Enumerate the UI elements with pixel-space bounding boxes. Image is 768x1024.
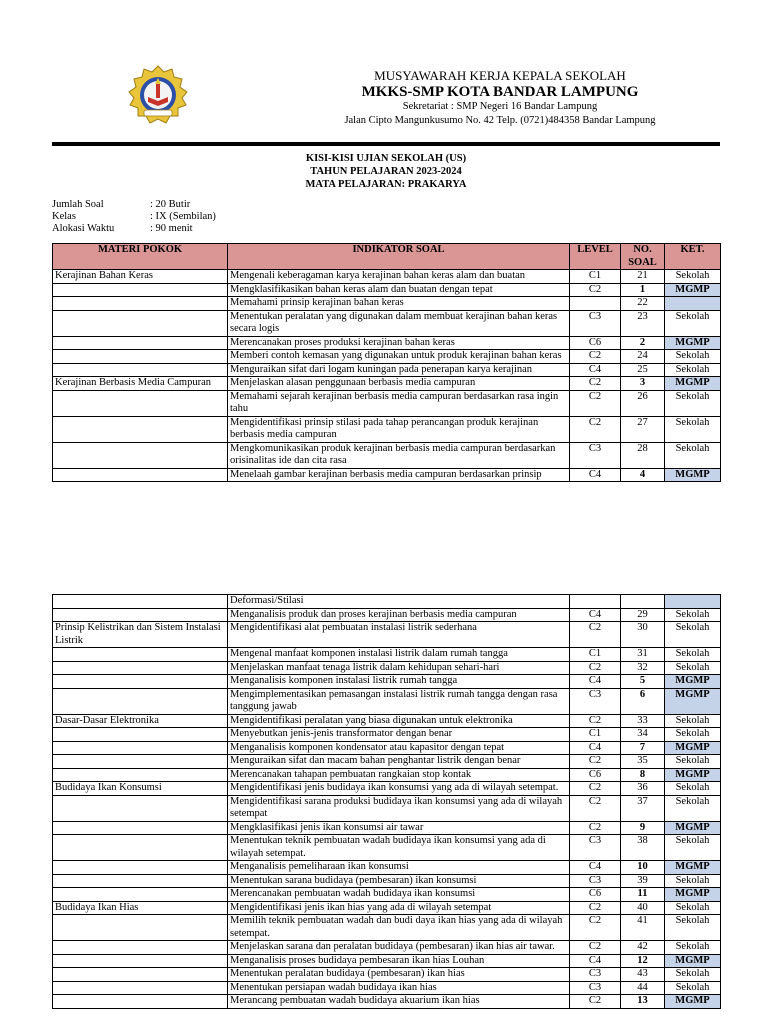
level-cell: C2 [570, 915, 621, 941]
materi-cell: Budidaya Ikan Hias [53, 901, 228, 915]
col-materi: MATERI POKOK [53, 244, 228, 270]
level-cell: C3 [570, 688, 621, 714]
indikator-cell: Mengidentifikasi alat pembuatan instalasi listrik sederhana [228, 622, 570, 648]
level-cell: C2 [570, 795, 621, 821]
no-soal-cell: 33 [621, 714, 665, 728]
table-row [53, 688, 721, 714]
document-title: KISI-KISI UJIAN SEKOLAH (US) TAHUN PELAJARAN 2023-2024 MATA PELAJARAN: PRAKARYA [305, 153, 467, 190]
level-cell: C4 [570, 741, 621, 755]
level-cell: C3 [570, 835, 621, 861]
table-row [53, 297, 721, 311]
materi-cell [53, 941, 228, 955]
indikator-cell: Mengimplementasikan pemasangan instalasi listrik rumah tangga dengan rasa tanggung jawab [228, 688, 570, 714]
indikator-cell: Menjelaskan manfaat tenaga listrik dalam kehidupan sehari-hari [228, 661, 570, 675]
indikator-cell: Memberi contoh kemasan yang digunakan untuk produk kerajinan bahan keras [228, 350, 570, 364]
table-row [53, 622, 721, 648]
ket-cell: Sekolah [665, 782, 721, 796]
no-soal-cell: 2 [621, 336, 665, 350]
ket-cell: Sekolah [665, 363, 721, 377]
materi-cell [53, 981, 228, 995]
indikator-cell: Menganalisis komponen kondensator atau kapasitor dengan tepat [228, 741, 570, 755]
ket-cell: Sekolah [665, 901, 721, 915]
materi-cell [53, 755, 228, 769]
ket-cell: MGMP [665, 954, 721, 968]
table-row [53, 888, 721, 902]
ket-cell: MGMP [665, 688, 721, 714]
indikator-cell: Menentukan persiapan wadah budidaya ikan hias [228, 981, 570, 995]
level-cell: C2 [570, 782, 621, 796]
table-row [53, 795, 721, 821]
letterhead [120, 62, 720, 142]
materi-cell [53, 595, 228, 609]
level-cell: C3 [570, 968, 621, 982]
exam-meta [52, 199, 216, 235]
ket-cell: MGMP [665, 861, 721, 875]
meta-row: Jumlah Soal : 20 Butir [52, 199, 191, 210]
level-cell: C2 [570, 821, 621, 835]
table-row [53, 675, 721, 689]
table-row [53, 954, 721, 968]
table-row [53, 336, 721, 350]
materi-cell [53, 648, 228, 662]
secretariat: Sekretariat : SMP Negeri 16 Bandar Lampung [402, 101, 598, 112]
materi-cell [53, 861, 228, 875]
level-cell: C2 [570, 995, 621, 1009]
level-cell: C1 [570, 728, 621, 742]
no-soal-cell: 1 [621, 283, 665, 297]
ket-cell: Sekolah [665, 981, 721, 995]
materi-cell [53, 468, 228, 482]
indikator-cell: Menjelaskan sarana dan peralatan budidaya (pembesaran) ikan hias air tawar. [228, 941, 570, 955]
no-soal-cell [621, 595, 665, 609]
indikator-cell: Menganalisis pemeliharaan ikan konsumsi [228, 861, 570, 875]
ket-cell: Sekolah [665, 310, 721, 336]
indikator-cell: Menjelaskan alasan penggunaan berbasis media campuran [228, 377, 570, 391]
indikator-cell: Menguraikan sifat dan macam bahan penghantar listrik dengan benar [228, 755, 570, 769]
ket-cell: Sekolah [665, 874, 721, 888]
table-row [53, 390, 721, 416]
ket-cell [665, 297, 721, 311]
indikator-cell: Mengenali keberagaman karya kerajinan bahan keras alam dan buatan [228, 270, 570, 284]
table-row [53, 755, 721, 769]
no-soal-cell: 6 [621, 688, 665, 714]
col-level: LEVEL [570, 244, 621, 270]
no-soal-cell: 37 [621, 795, 665, 821]
ket-cell: MGMP [665, 283, 721, 297]
table-row [53, 782, 721, 796]
level-cell: C6 [570, 888, 621, 902]
indikator-cell: Mengidentifikasi peralatan yang biasa digunakan untuk elektronika [228, 714, 570, 728]
ket-cell: MGMP [665, 336, 721, 350]
level-cell: C2 [570, 901, 621, 915]
level-cell: C2 [570, 661, 621, 675]
materi-cell [53, 995, 228, 1009]
no-soal-cell: 31 [621, 648, 665, 662]
table-row [53, 915, 721, 941]
ket-cell: Sekolah [665, 442, 721, 468]
ket-cell: Sekolah [665, 915, 721, 941]
materi-cell [53, 741, 228, 755]
level-cell: C2 [570, 350, 621, 364]
table-row [53, 968, 721, 982]
indikator-cell: Merencanakan pembuatan wadah budidaya ikan konsumsi [228, 888, 570, 902]
indikator-cell: Mengidentifikasi prinsip stilasi pada tahap perancangan produk kerajinan berbasis media campuran [228, 416, 570, 442]
table-row [53, 468, 721, 482]
level-cell: C3 [570, 442, 621, 468]
indikator-cell: Mengidentifikasi jenis budidaya ikan konsumsi yang ada di wilayah setempat. [228, 782, 570, 796]
materi-cell [53, 688, 228, 714]
indikator-cell: Memilih teknik pembuatan wadah dan budi daya ikan hias yang ada di wilayah setempat. [228, 915, 570, 941]
table-row [53, 416, 721, 442]
table-row [53, 595, 721, 609]
table-row [53, 901, 721, 915]
table-row [53, 283, 721, 297]
level-cell: C3 [570, 310, 621, 336]
materi-cell [53, 768, 228, 782]
ket-cell: Sekolah [665, 416, 721, 442]
table-row [53, 442, 721, 468]
table-row [53, 661, 721, 675]
ket-cell: Sekolah [665, 835, 721, 861]
no-soal-cell: 36 [621, 782, 665, 796]
materi-cell [53, 336, 228, 350]
ket-cell: MGMP [665, 888, 721, 902]
level-cell: C2 [570, 714, 621, 728]
ket-cell: Sekolah [665, 350, 721, 364]
no-soal-cell: 30 [621, 622, 665, 648]
no-soal-cell: 32 [621, 661, 665, 675]
level-cell: C2 [570, 755, 621, 769]
materi-cell [53, 874, 228, 888]
table-row [53, 270, 721, 284]
no-soal-cell: 25 [621, 363, 665, 377]
no-soal-cell: 40 [621, 901, 665, 915]
materi-cell [53, 442, 228, 468]
level-cell: C2 [570, 377, 621, 391]
table-row [53, 861, 721, 875]
no-soal-cell: 43 [621, 968, 665, 982]
materi-cell [53, 350, 228, 364]
ket-cell: MGMP [665, 768, 721, 782]
no-soal-cell: 44 [621, 981, 665, 995]
no-soal-cell: 13 [621, 995, 665, 1009]
table-row [53, 981, 721, 995]
col-indikator: INDIKATOR SOAL [228, 244, 570, 270]
indikator-cell: Menentukan peralatan yang digunakan dalam membuat kerajinan bahan keras secara logis [228, 310, 570, 336]
level-cell: C4 [570, 608, 621, 622]
level-cell [570, 595, 621, 609]
no-soal-cell: 11 [621, 888, 665, 902]
materi-cell: Kerajinan Bahan Keras [53, 270, 228, 284]
level-cell: C4 [570, 861, 621, 875]
ket-cell: MGMP [665, 377, 721, 391]
no-soal-cell: 35 [621, 755, 665, 769]
no-soal-cell: 41 [621, 915, 665, 941]
indikator-cell: Merencanakan proses produksi kerajinan bahan keras [228, 336, 570, 350]
ket-cell: MGMP [665, 995, 721, 1009]
ket-cell: Sekolah [665, 648, 721, 662]
materi-cell [53, 888, 228, 902]
ket-cell: Sekolah [665, 270, 721, 284]
no-soal-cell: 4 [621, 468, 665, 482]
school-emblem-icon [126, 64, 190, 128]
org-name: MUSYAWARAH KERJA KEPALA SEKOLAH [374, 68, 626, 83]
materi-cell [53, 297, 228, 311]
ket-cell: Sekolah [665, 728, 721, 742]
indikator-cell: Menganalisis proses budidaya pembesaran ikan hias Louhan [228, 954, 570, 968]
level-cell: C4 [570, 468, 621, 482]
indikator-cell: Mengklasifikasi jenis ikan konsumsi air tawar [228, 821, 570, 835]
level-cell: C3 [570, 874, 621, 888]
kisi-kisi-table-page2 [52, 594, 721, 1009]
table-row [53, 941, 721, 955]
materi-cell [53, 363, 228, 377]
table-row [53, 310, 721, 336]
ket-cell: Sekolah [665, 622, 721, 648]
materi-cell [53, 728, 228, 742]
no-soal-cell: 39 [621, 874, 665, 888]
table-row [53, 874, 721, 888]
materi-cell [53, 954, 228, 968]
materi-cell [53, 821, 228, 835]
address: Jalan Cipto Mangunkusumo No. 42 Telp. (0721)484358 Bandar Lampung [344, 115, 656, 126]
ket-cell: Sekolah [665, 968, 721, 982]
no-soal-cell: 12 [621, 954, 665, 968]
indikator-cell: Mengidentifikasi jenis ikan hias yang ada di wilayah setempat [228, 901, 570, 915]
no-soal-cell: 3 [621, 377, 665, 391]
materi-cell [53, 608, 228, 622]
table-row [53, 821, 721, 835]
ket-cell: Sekolah [665, 755, 721, 769]
table-row [53, 363, 721, 377]
indikator-cell: Merancang pembuatan wadah budidaya akuarium ikan hias [228, 995, 570, 1009]
no-soal-cell: 9 [621, 821, 665, 835]
materi-cell: Prinsip Kelistrikan dan Sistem Instalasi Listrik [53, 622, 228, 648]
no-soal-cell: 5 [621, 675, 665, 689]
no-soal-cell: 23 [621, 310, 665, 336]
kisi-kisi-table-page1 [52, 243, 721, 482]
table-header-row [53, 244, 721, 270]
no-soal-cell: 22 [621, 297, 665, 311]
indikator-cell: Merencanakan tahapan pembuatan rangkaian stop kontak [228, 768, 570, 782]
indikator-cell: Menentukan sarana budidaya (pembesaran) ikan konsumsi [228, 874, 570, 888]
level-cell: C1 [570, 648, 621, 662]
no-soal-cell: 42 [621, 941, 665, 955]
no-soal-cell: 38 [621, 835, 665, 861]
level-cell: C2 [570, 622, 621, 648]
indikator-cell: Menganalisis produk dan proses kerajinan berbasis media campuran [228, 608, 570, 622]
ket-cell: Sekolah [665, 941, 721, 955]
ket-cell: MGMP [665, 821, 721, 835]
level-cell: C4 [570, 954, 621, 968]
ket-cell: Sekolah [665, 714, 721, 728]
indikator-cell: Mengkomunikasikan produk kerajinan berbasis media campuran berdasarkan orisinalitas ide dan cita rasa [228, 442, 570, 468]
materi-cell [53, 283, 228, 297]
table-row [53, 728, 721, 742]
materi-cell [53, 968, 228, 982]
level-cell: C2 [570, 390, 621, 416]
no-soal-cell: 26 [621, 390, 665, 416]
materi-cell [53, 675, 228, 689]
table-row [53, 350, 721, 364]
ket-cell [665, 595, 721, 609]
table-row [53, 995, 721, 1009]
level-cell: C4 [570, 675, 621, 689]
indikator-cell: Mengenal manfaat komponen instalasi listrik dalam rumah tangga [228, 648, 570, 662]
indikator-cell: Mengidentifikasi sarana produksi budidaya ikan konsumsi yang ada di wilayah setempat [228, 795, 570, 821]
no-soal-cell: 29 [621, 608, 665, 622]
level-cell: C2 [570, 283, 621, 297]
no-soal-cell: 7 [621, 741, 665, 755]
no-soal-cell: 28 [621, 442, 665, 468]
level-cell: C6 [570, 768, 621, 782]
level-cell: C4 [570, 363, 621, 377]
indikator-cell: Memahami sejarah kerajinan berbasis media campuran berdasarkan rasa ingin tahu [228, 390, 570, 416]
level-cell: C2 [570, 941, 621, 955]
materi-cell [53, 661, 228, 675]
indikator-cell: Menguraikan sifat dari logam kuningan pada penerapan karya kerajinan [228, 363, 570, 377]
ket-cell: MGMP [665, 741, 721, 755]
table-row [53, 741, 721, 755]
no-soal-cell: 8 [621, 768, 665, 782]
materi-cell [53, 310, 228, 336]
indikator-cell: Memahami prinsip kerajinan bahan keras [228, 297, 570, 311]
table-row [53, 608, 721, 622]
no-soal-cell: 27 [621, 416, 665, 442]
indikator-cell: Menentukan teknik pembuatan wadah budidaya ikan konsumsi yang ada di wilayah setempat. [228, 835, 570, 861]
level-cell: C3 [570, 981, 621, 995]
materi-cell [53, 390, 228, 416]
level-cell: C1 [570, 270, 621, 284]
indikator-cell: Mengklasifikasikan bahan keras alam dan buatan dengan tepat [228, 283, 570, 297]
table-row [53, 648, 721, 662]
ket-cell: Sekolah [665, 608, 721, 622]
org-title: MKKS-SMP KOTA BANDAR LAMPUNG [361, 84, 639, 100]
no-soal-cell: 34 [621, 728, 665, 742]
materi-cell [53, 915, 228, 941]
ket-cell: Sekolah [665, 390, 721, 416]
level-cell: C2 [570, 416, 621, 442]
indikator-cell: Deformasi/Stilasi [228, 595, 570, 609]
no-soal-cell: 10 [621, 861, 665, 875]
no-soal-cell: 21 [621, 270, 665, 284]
level-cell: C6 [570, 336, 621, 350]
table-row [53, 714, 721, 728]
col-ket: KET. [665, 244, 721, 270]
ket-cell: MGMP [665, 675, 721, 689]
materi-cell: Budidaya Ikan Konsumsi [53, 782, 228, 796]
ket-cell: MGMP [665, 468, 721, 482]
materi-cell [53, 416, 228, 442]
indikator-cell: Menelaah gambar kerajinan berbasis media campuran berdasarkan prinsip [228, 468, 570, 482]
materi-cell: Dasar-Dasar Elektronika [53, 714, 228, 728]
meta-row: Alokasi Waktu : 90 menit [52, 223, 193, 234]
ket-cell: Sekolah [665, 795, 721, 821]
indikator-cell: Menganalisis komponen instalasi listrik rumah tangga [228, 675, 570, 689]
col-no: NO. SOAL [621, 244, 665, 270]
materi-cell: Kerajinan Berbasis Media Campuran [53, 377, 228, 391]
no-soal-cell: 24 [621, 350, 665, 364]
meta-row: Kelas : IX (Sembilan) [52, 211, 216, 222]
header-divider [52, 142, 720, 146]
table-row [53, 377, 721, 391]
materi-cell [53, 795, 228, 821]
indikator-cell: Menentukan peralatan budidaya (pembesaran) ikan hias [228, 968, 570, 982]
indikator-cell: Menyebutkan jenis-jenis transformator dengan benar [228, 728, 570, 742]
level-cell [570, 297, 621, 311]
table-row [53, 768, 721, 782]
materi-cell [53, 835, 228, 861]
table-row [53, 835, 721, 861]
ket-cell: Sekolah [665, 661, 721, 675]
